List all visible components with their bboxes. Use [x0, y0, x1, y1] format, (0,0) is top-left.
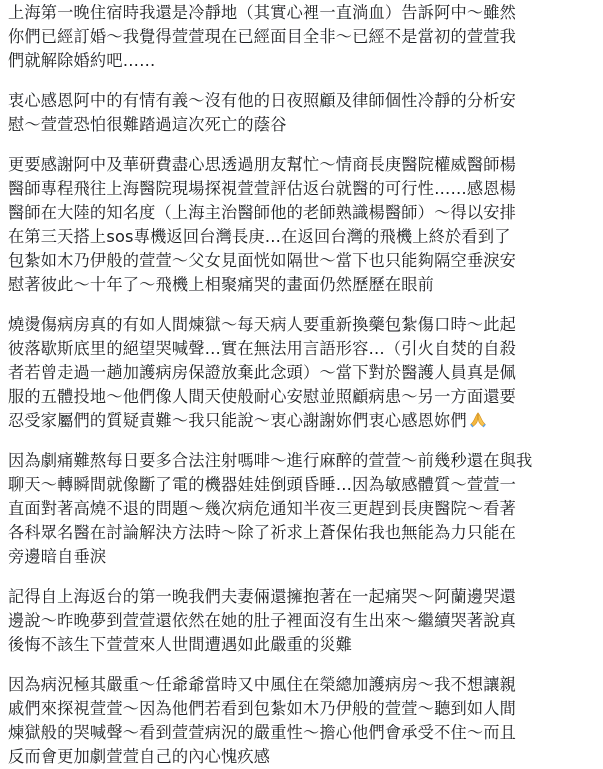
- text-line: 包紮如木乃伊般的萱萱～父女見面恍如隔世～當下也只能夠隔空垂淚安: [8, 251, 517, 270]
- text-line: 慰～萱萱恐怕很難踏過這次死亡的蔭谷: [8, 115, 287, 134]
- text-line: 彼落歇斯底里的絕望哭喊聲…實在無法用言語形容…（引火自焚的自殺: [8, 339, 517, 358]
- text-line: 更要感謝阿中及華研費盡心思透過朋友幫忙～情商長庚醫院權威醫師楊: [8, 155, 517, 174]
- text-line: 記得自上海返台的第一晚我們夫妻倆還擁抱著在一起痛哭～阿蘭邊哭還: [8, 587, 517, 606]
- text-line: 邊說～昨晚夢到萱萱還依然在她的肚子裡面沒有生出來～繼續哭著說真: [8, 611, 517, 630]
- text-line: 上海第一晚住宿時我還是冷靜地（其實心裡一直淌血）告訴阿中～雖然: [8, 3, 517, 22]
- text-line-with-emoji: [8, 409, 595, 433]
- paragraph-2: [8, 89, 595, 137]
- text-line: 旁邊暗自垂淚: [8, 547, 107, 566]
- text-line: 衷心感恩阿中的有情有義～沒有他的日夜照顧及律師個性冷靜的分析安: [8, 91, 517, 110]
- text-line: 各科眾名醫在討論解決方法時～除了祈求上蒼保佑我也無能為力只能在: [8, 523, 517, 542]
- text-line: 醫師在大陸的知名度（上海主治醫師他的老師熟識楊醫師）～得以安排: [8, 203, 517, 222]
- text-line: 煉獄般的哭喊聲～看到萱萱病況的嚴重性～擔心他們會承受不住～而且: [8, 723, 517, 742]
- paragraph-3: [8, 153, 595, 297]
- paragraph-4: [8, 313, 595, 433]
- text-line: 者若曾走過一趟加護病房保證放棄此念頭）～當下對於醫護人員真是佩: [8, 363, 517, 382]
- paragraph-1: [8, 1, 595, 73]
- text-line: 後悔不該生下萱萱來人世間遭遇如此嚴重的災難: [8, 635, 353, 654]
- text-line: 燒燙傷病房真的有如人間煉獄～每天病人要重新換藥包紮傷口時～此起: [8, 315, 517, 334]
- text-line: 直面對著高燒不退的問題～幾次病危通知半夜三更趕到長庚醫院～看著: [8, 499, 517, 518]
- text-line: 反而會更加劇萱萱自己的內心愧疚感: [8, 747, 271, 766]
- folded-hands-emoji-icon: [469, 412, 487, 428]
- paragraph-6: [8, 585, 595, 657]
- text-line: 們就解除婚約吧……: [8, 51, 156, 70]
- text-line: 因為病況極其嚴重～任爺爺當時又中風住在榮總加護病房～我不想讓親: [8, 675, 517, 694]
- text-line: 忍受家屬們的質疑責難～我只能說～衷心謝謝妳們衷心感恩妳們: [8, 411, 467, 430]
- paragraph-5: [8, 449, 595, 569]
- text-line: 你們已經訂婚～我覺得萱萱現在已經面目全非～已經不是當初的萱萱我: [8, 27, 517, 46]
- text-line: 聊天～轉瞬間就像斷了電的機器娃娃倒頭昏睡…因為敏感體質～萱萱一: [8, 475, 517, 494]
- text-line: 服的五體投地～他們像人間天使般耐心安慰並照顧病患～另一方面還要: [8, 387, 517, 406]
- paragraph-7: [8, 673, 595, 769]
- text-line: 因為劇痛難熬每日要多合法注射嗎啡～進行麻醉的萱萱～前幾秒還在與我: [8, 451, 533, 470]
- text-line: 在第三天搭上sos專機返回台灣長庚…在返回台灣的飛機上終於看到了: [8, 227, 511, 246]
- text-line: 戚們來探視萱萱～因為他們若看到包紮如木乃伊般的萱萱～聽到如人間: [8, 699, 517, 718]
- text-line: 慰著彼此～十年了～飛機上相聚痛哭的畫面仍然歷歷在眼前: [8, 275, 435, 294]
- text-line: 醫師專程飛往上海醫院現場探視萱萱評估返台就醫的可行性……感恩楊: [8, 179, 517, 198]
